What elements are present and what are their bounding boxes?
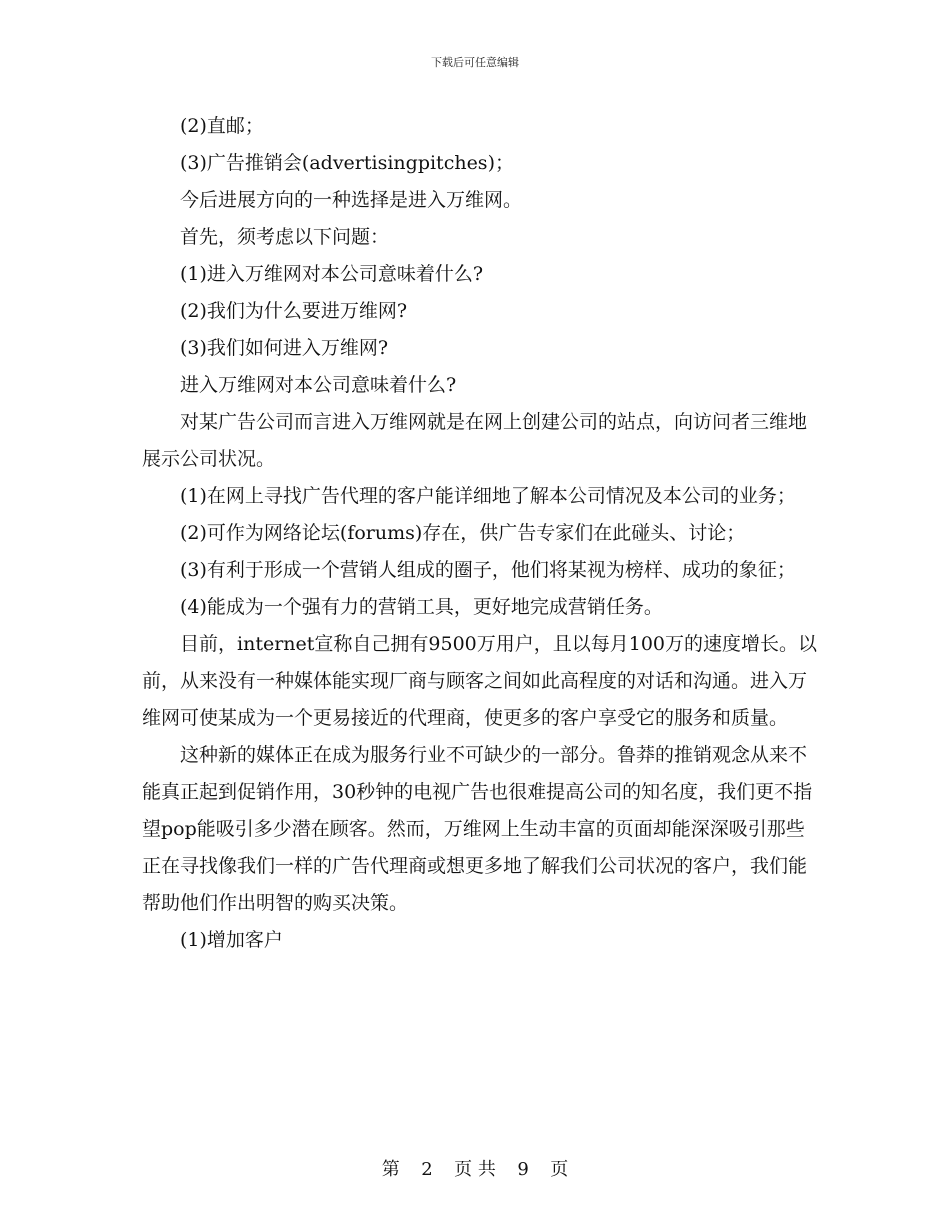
paragraph: (1)在网上寻找广告代理的客户能详细地了解本公司情况及本公司的业务；: [180, 485, 796, 507]
paragraph: (3)有利于形成一个营销人组成的圈子，他们将某视为榜样、成功的象征；: [180, 559, 796, 581]
footer-middle: 页 共: [454, 1159, 496, 1180]
paragraph: (1)进入万维网对本公司意味着什么?: [180, 263, 484, 285]
paragraph: 进入万维网对本公司意味着什么?: [180, 374, 457, 396]
paragraph: (1)增加客户: [180, 929, 283, 951]
paragraph: 对某广告公司而言进入万维网就是在网上创建公司的站点，向访问者三维地展示公司状况。: [142, 411, 808, 470]
paragraph: (4)能成为一个强有力的营销工具，更好地完成营销任务。: [180, 596, 663, 618]
footer-suffix: 页: [550, 1159, 569, 1180]
page-header: 下载后可任意编辑: [431, 56, 519, 69]
paragraph: 这种新的媒体正在成为服务行业不可缺少的一部分。鲁莽的推销观念从来不能真正起到促销作用，30秒钟的电视广告也很难提高公司的知名度，我们更不指望pop能吸引多少潜在顾客。然而，万维网上生动丰富的页面却能深深吸引那些正在寻找像我们一样的广告代理商或想更多地了解我们公司状况的客户，我们能帮助他们作出明智的购买决策。: [142, 744, 813, 914]
footer-total-pages: 9: [517, 1159, 529, 1180]
paragraph: (3)广告推销会(advertisingpitches)；: [180, 152, 514, 174]
paragraph: (2)我们为什么要进万维网?: [180, 300, 408, 322]
paragraph: (3)我们如何进入万维网?: [180, 337, 389, 359]
paragraph: 目前，internet宣称自己拥有9500万用户，且以每月100万的速度增长。以前，从来没有一种媒体能实现厂商与顾客之间如此高程度的对话和沟通。进入万维网可使某成为一个更易接近的代理商，使更多的客户享受它的服务和质量。: [142, 633, 818, 729]
page-footer: [0, 1155, 950, 1181]
paragraph: 今后进展方向的一种选择是进入万维网。: [180, 189, 523, 211]
document-body: [142, 108, 822, 959]
footer-page-number: 2: [421, 1159, 433, 1180]
paragraph: 首先，须考虑以下问题：: [180, 226, 390, 248]
paragraph: (2)可作为网络论坛(forums)存在，供广告专家们在此碰头、讨论；: [180, 522, 746, 544]
footer-prefix: 第: [381, 1159, 400, 1180]
paragraph: (2)直邮；: [180, 115, 264, 137]
